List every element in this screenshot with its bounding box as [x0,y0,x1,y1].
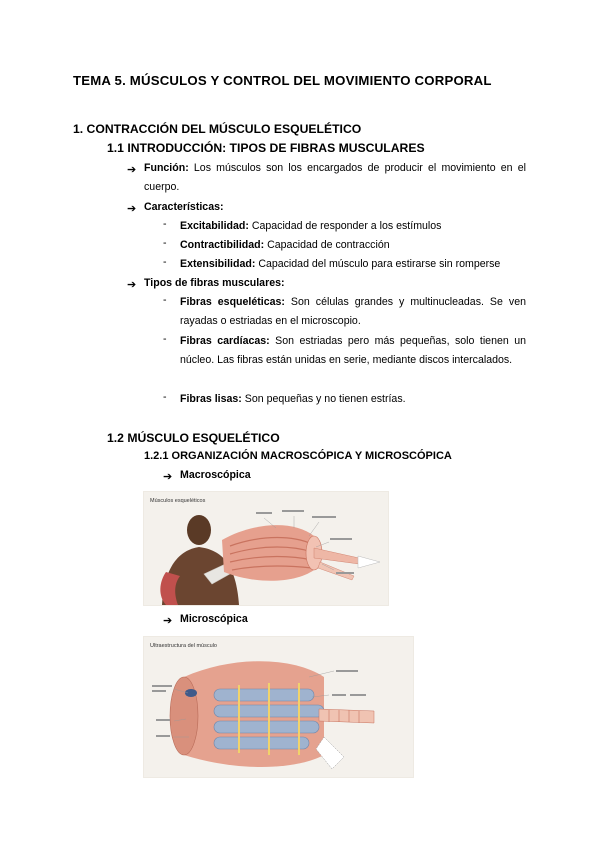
fiber-tip-shape [358,556,380,568]
microscopic-muscle-figure [143,636,414,778]
funcion-label: Función: [144,162,189,174]
list-item: Fibras lisas: Son pequeñas y no tienen estrías. [180,393,406,405]
arrow-bullet-icon: ➔ [127,164,137,176]
page-title: TEMA 5. MÚSCULOS Y CONTROL DEL MOVIMIENTO CORPORAL [73,73,492,88]
dash-bullet: - [163,237,167,249]
dash-bullet: - [163,218,167,230]
myofibril-shape [319,709,374,723]
arrow-bullet-icon: ➔ [163,471,173,483]
figure-caption: Músculos esqueléticos [150,498,206,504]
list-item: Extensibilidad: Capacidad del músculo para estirarse sin romperse [180,258,501,270]
subsection-heading: 1.2 MÚSCULO ESQUELÉTICO [107,431,280,445]
dash-bullet: - [163,294,167,306]
arrow-bullet-icon: ➔ [127,203,137,215]
macroscopic-muscle-figure [143,491,389,606]
arrow-bullet-icon: ➔ [163,615,173,627]
subsection-heading: 1.1 INTRODUCCIÓN: TIPOS DE FIBRAS MUSCULARES [107,141,425,155]
microscopic-illustration [144,637,413,777]
funcion-paragraph [144,159,526,197]
section-heading: 1. CONTRACCIÓN DEL MÚSCULO ESQUELÉTICO [73,122,362,136]
caracteristicas-label: Características: [144,201,224,213]
list-item: Fibras esqueléticas: Son células grandes y multinucleadas. Se ven rayadas o estriadas en el microscopio. [180,296,526,327]
subsubsection-heading: 1.2.1 ORGANIZACIÓN MACROSCÓPICA Y MICROSCÓPICA [144,450,452,462]
micro-label: Microscópica [180,613,248,625]
macroscopic-illustration [144,492,388,605]
head-shape [187,515,211,545]
tipos-label: Tipos de fibras musculares: [144,277,285,289]
macro-label: Macroscópica [180,469,251,481]
figure-caption: Ultraestructura del músculo [150,643,217,649]
list-item: Contractibilidad: Capacidad de contracción [180,239,390,251]
dash-bullet: - [163,333,167,345]
list-item: Excitabilidad: Capacidad de responder a los estímulos [180,220,442,232]
dash-bullet: - [163,391,167,403]
funcion-text: Los músculos son los encargados de producir el movimiento en el cuerpo. [144,162,526,193]
arrow-bullet-icon: ➔ [127,279,137,291]
list-item: Fibras cardíacas: Son estriadas pero más pequeñas, solo tienen un núcleo. Las fibras están unidas en serie, mediante discos intercalados. [180,335,526,366]
dash-bullet: - [163,256,167,268]
